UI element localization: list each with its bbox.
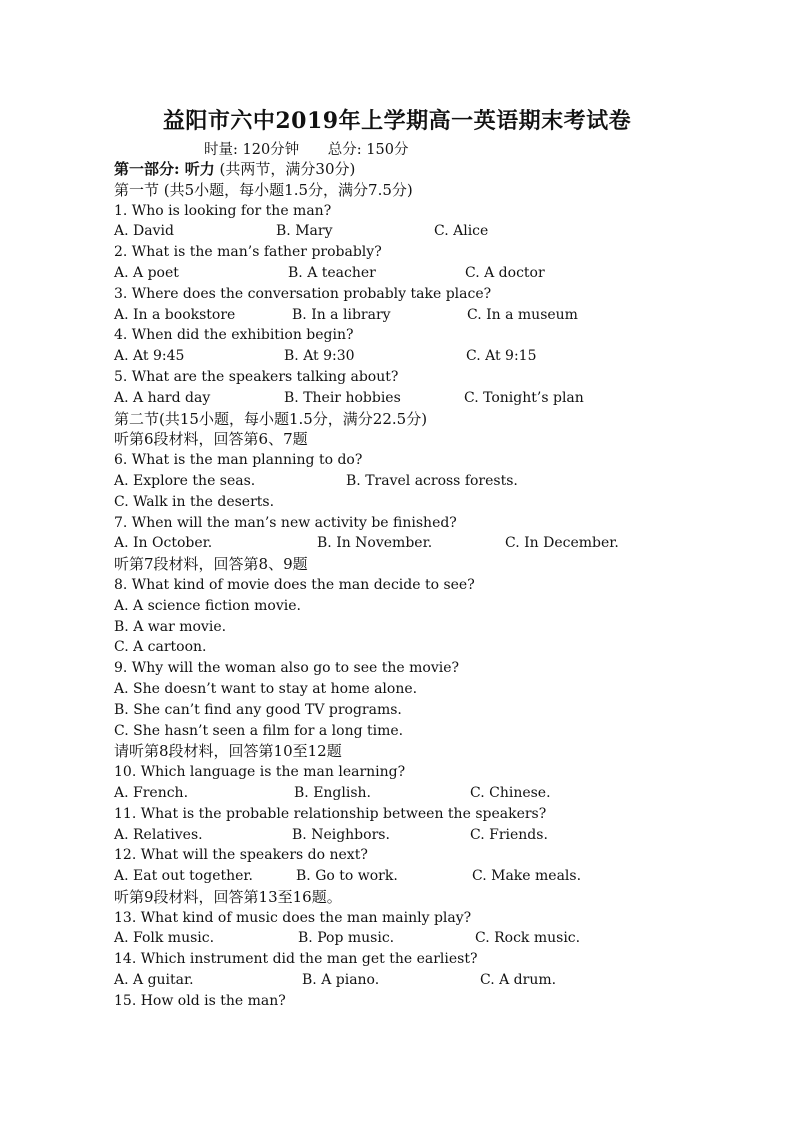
option-b: B. Neighbors.: [292, 826, 390, 843]
option-c: C. Make meals.: [472, 868, 582, 885]
question-stem: 8. What kind of movie does the man decide to see?: [114, 576, 475, 593]
group-heading: 听第7段材料，回答第8、9题: [114, 555, 308, 574]
option-a: A. Eat out together.: [114, 868, 254, 885]
question-stem: 11. What is the probable relationship between the speakers?: [114, 805, 547, 822]
time-limit: 时量: 120分钟: [204, 142, 300, 158]
exam-content: [114, 159, 734, 1012]
group-heading: 听第9段材料，回答第13至16题。: [114, 887, 342, 906]
question-stem: 9. Why will the woman also go to see the movie?: [114, 660, 460, 677]
option-c: C. Friends.: [470, 826, 548, 843]
option-b: B. Go to work.: [296, 868, 398, 885]
option-c: C. Chinese.: [470, 784, 551, 801]
option-b: B. Their hobbies: [284, 389, 401, 406]
option-a: A. A guitar.: [114, 972, 194, 989]
option-a: A. Relatives.: [114, 826, 203, 843]
option-c: C. A doctor: [465, 264, 545, 281]
part1-label: 第一部分: 听力: [114, 160, 215, 178]
section2-heading: 第二节(共15小题，每小题1.5分，满分22.5分): [114, 409, 428, 428]
question-stem: 15. How old is the man?: [114, 992, 286, 1009]
option-b: B. A teacher: [288, 264, 376, 281]
question-stem: 5. What are the speakers talking about?: [114, 368, 399, 385]
group-heading: 听第6段材料，回答第6、7题: [114, 430, 308, 449]
option-c: C. In December.: [505, 535, 619, 552]
option-a: A. At 9:45: [114, 348, 185, 365]
question-stem: 2. What is the man’s father probably?: [114, 244, 382, 261]
option-c: C. Walk in the deserts.: [114, 493, 275, 510]
option-row: [114, 928, 734, 949]
option-c: C. A drum.: [480, 972, 557, 989]
option-row: [114, 221, 734, 242]
option-b: B. Mary: [276, 223, 333, 240]
question-stem: 6. What is the man planning to do?: [114, 452, 363, 469]
option-b: B. Pop music.: [298, 930, 395, 947]
question-stem: 4. When did the exhibition begin?: [114, 327, 354, 344]
question-stem: 12. What will the speakers do next?: [114, 847, 368, 864]
option-a: A. Folk music.: [114, 930, 215, 947]
part1-note: (共两节，满分30分): [219, 160, 356, 178]
option-b: B. A war movie.: [114, 618, 227, 635]
option-a: A. A poet: [114, 264, 179, 281]
option-a: A. A science fiction movie.: [114, 597, 301, 614]
question-stem: 13. What kind of music does the man mainly play?: [114, 909, 472, 926]
option-c: C. At 9:15: [466, 348, 537, 365]
option-a: A. French.: [114, 784, 189, 801]
option-a: A. She doesn’t want to stay at home alone.: [114, 680, 418, 697]
section1-heading: 第一节 (共5小题，每小题1.5分，满分7.5分): [114, 180, 413, 199]
question-stem: 14. Which instrument did the man get the earliest?: [114, 951, 478, 968]
option-c: C. A cartoon.: [114, 639, 207, 656]
exam-title: 益阳市六中2019年上学期高一英语期末考试卷: [162, 108, 632, 134]
option-c: C. Tonight’s plan: [464, 389, 584, 406]
option-c: C. In a museum: [467, 306, 578, 323]
option-row: [114, 970, 734, 991]
option-row: [114, 471, 734, 492]
group-heading: 请听第8段材料，回答第10至12题: [114, 742, 342, 761]
question-stem: 3. Where does the conversation probably take place?: [114, 285, 492, 302]
option-row: [114, 825, 734, 846]
option-row: [114, 866, 734, 887]
part1-heading: [114, 159, 734, 180]
option-a: A. A hard day: [114, 389, 211, 406]
option-row: [114, 263, 734, 284]
option-row: [114, 388, 734, 409]
option-c: C. Alice: [434, 223, 489, 240]
option-b: B. She can’t find any good TV programs.: [114, 701, 402, 718]
option-b: B. A piano.: [302, 972, 380, 989]
option-b: B. In November.: [317, 535, 433, 552]
option-c: C. Rock music.: [475, 930, 581, 947]
option-b: B. At 9:30: [284, 348, 355, 365]
option-row: [114, 305, 734, 326]
question-stem: 7. When will the man’s new activity be finished?: [114, 514, 457, 531]
option-b: B. Travel across forests.: [346, 472, 518, 489]
option-a: A. David: [114, 223, 174, 240]
option-c: C. She hasn’t seen a film for a long time.: [114, 722, 404, 739]
option-row: [114, 783, 734, 804]
option-a: A. Explore the seas.: [114, 472, 256, 489]
option-b: B. In a library: [292, 306, 391, 323]
option-row: [114, 346, 734, 367]
option-b: B. English.: [294, 784, 371, 801]
option-row: [114, 533, 734, 554]
option-a: A. In October.: [114, 535, 213, 552]
question-stem: 1. Who is looking for the man?: [114, 202, 332, 219]
total-score: 总分: 150分: [327, 142, 409, 158]
exam-meta: [204, 138, 432, 159]
question-stem: 10. Which language is the man learning?: [114, 764, 406, 781]
option-a: A. In a bookstore: [114, 306, 236, 323]
